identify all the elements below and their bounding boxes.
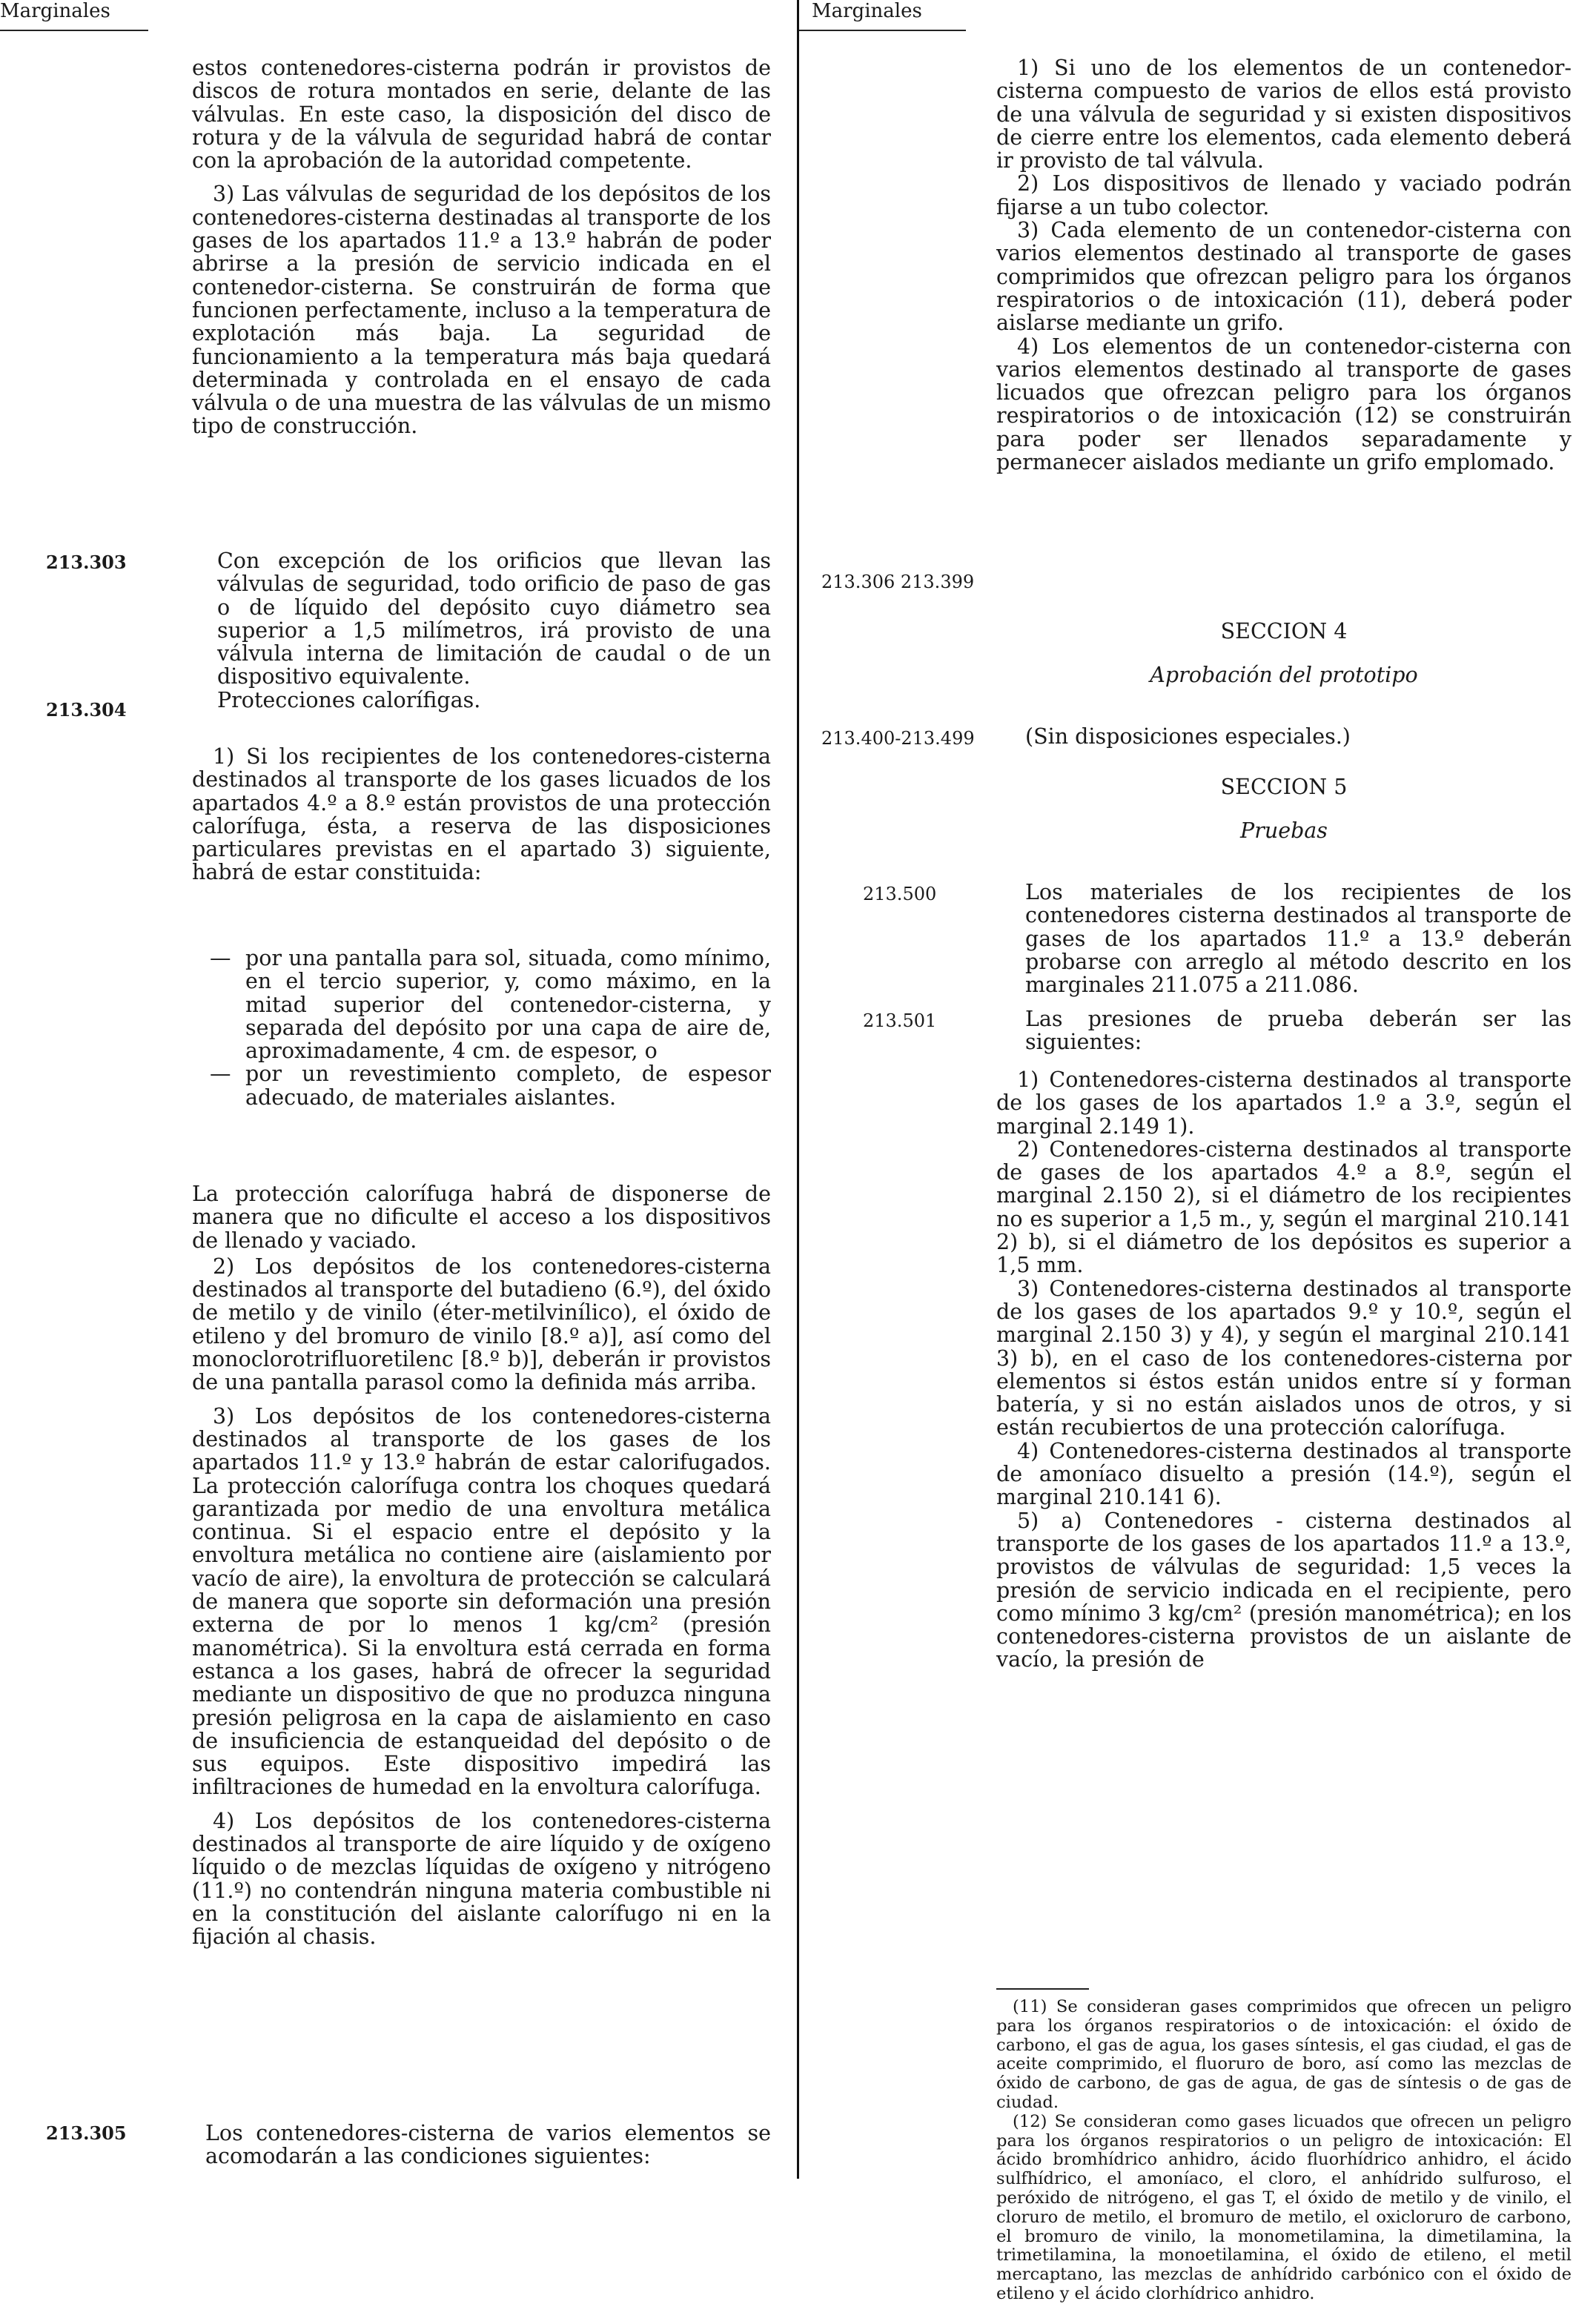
marginal-213-501: 213.501 <box>863 1010 937 1031</box>
paragraph-213-303: Con excepción de los orificios que llevan las válvulas de seguridad, todo orificio de paso de gas o de líquido del depósito cuyo diámetro sea superior a 1,5 milímetros, irá provisto de una válvula interna de limitación de caudal o de un dispositivo equivalente. <box>217 549 771 689</box>
footnote-11: (11) Se consideran gases comprimidos que ofrecen un peligro para los órganos respiratorios o de intoxicación: el óxido de carbono, el gas de agua, los gases síntesis, el gas ciudad, el gas de aceite comprimido, el fluoruro de boro, así como las mezclas de óxido de carbono, de gas de agua, de gas de síntesis o de gas de ciudad. <box>996 1997 1572 2112</box>
seccion-5-block <box>996 775 1572 843</box>
paragraph-304-1: 1) Si los recipientes de los contenedores-cisterna destinados al transporte de los gases licuados de los apartados 4.º a 8.º están provistos de una protección calorífuga, ésta, a reserva de las disposiciones particulares previstas en el apartado 3) siguiente, habrá de estar constituida: <box>192 744 771 885</box>
paragraph-213-501-block <box>1025 1007 1572 1054</box>
footnote-12: (12) Se consideran como gases licuados que ofrecen un peligro para los órganos respiratorios o un peligro de intoxicación: El ácido bromhídrico anhidro, ácido fluorhídrico anhidro, el ácido sulfhídrico, el amoníaco, el cloro, el anhídrido sulfuroso, el peróxido de nitrógeno, el gas T, el óxido de metilo y de vinilo, el cloruro de metilo, el bromuro de metilo, el oxicloruro de carbono, el bromuro de vinilo, la monometilamina, la dimetilamina, la trimetilamina, la monoetilamina, el óxido de etileno, el metil mercaptano, las mezclas de anhídrido carbónico con el óxido de etileno y el ácido clorhídrico anhidro. <box>996 2111 1572 2303</box>
presion-item-3: 3) Contenedores-cisterna destinados al transporte de los gases de los apartados 9.º y 10.º, según el marginal 2.150 3) y 4), y según el marginal 210.141 3) b), en el caso de los contenedores-cisterna por elementos si éstos están unidos entre sí y forman batería, y si no están aislados unos de otros, y si están recubiertos de una protección calorífuga. <box>996 1276 1572 1440</box>
paragraph-2: 2) Los depósitos de los contenedores-cisterna destinados al transporte del butadieno (6.º), del óxido de metilo y de vinilo (éter-metilvinílico), el óxido de etileno y del bromuro de vinilo [8.º a)], así como del monoclorotrifluoretilenc [8.º b)], deberán ir provistos de una pantalla parasol como la definida más arriba. <box>192 1254 771 1395</box>
marginales-header-right: Marginales <box>812 0 922 22</box>
seccion-4-heading: SECCION 4 <box>1220 619 1348 643</box>
marginal-213-305: 213.305 <box>46 2122 127 2144</box>
right-paragraph-2: 2) Los dispositivos de llenado y vaciado podrán fijarse a un tubo colector. <box>996 171 1572 219</box>
marginales-header-left: Marginales <box>0 0 110 22</box>
dash-list <box>210 947 771 1109</box>
seccion-4-block <box>996 620 1572 687</box>
paragraph-213-500-block <box>1025 881 1572 996</box>
seccion-5-heading: SECCION 5 <box>1220 775 1348 799</box>
header-rule-right <box>799 30 966 31</box>
marginal-213-500: 213.500 <box>863 884 937 904</box>
seccion-5-title: Pruebas <box>1240 818 1328 844</box>
seccion-4-title: Aprobación del prototipo <box>1150 663 1418 688</box>
marginal-213-306-399: 213.306 213.399 <box>821 572 975 592</box>
sin-disposiciones-block <box>1025 725 1572 748</box>
paragraph-proteccion: La protección calorífuga habrá de disponerse de manera que no dificulte el acceso a los dispositivos de llenado y vaciado. <box>192 1182 771 1253</box>
dash-item-1: — por una pantalla para sol, situada, como mínimo, en el tercio superior, y, como máximo, en la mitad superior del contenedor-cisterna, y separada del depósito por una capa de aire de, aproximadamente, 4 cm. de espesor, o <box>210 947 771 1062</box>
paragraph-4: 4) Los depósitos de los contenedores-cisterna destinados al transporte de aire líquido y de oxígeno líquido o de mezclas líquidas de oxígeno y nitrógeno (11.º) no contendrán ninguna materia combustible ni en la constitución del aislante calorífugo ni en la fijación al chasis. <box>192 1808 771 1950</box>
paragraph-213-500: Los materiales de los recipientes de los contenedores cisterna destinados al transporte de gases de los apartados 11.º a 13.º deberán probarse con arreglo al método descrito en los marginales 211.075 a 211.086. <box>1025 880 1572 998</box>
header-rule-left <box>0 30 148 31</box>
presion-item-1: 1) Contenedores-cisterna destinados al transporte de los gases de los apartados 1.º a 3.º, según el marginal 2.149 1). <box>996 1067 1572 1139</box>
left-text-block-305 <box>205 2122 771 2168</box>
heading-213-304: Protecciones caloríﬁgas. <box>217 687 481 712</box>
left-text-block-304 <box>192 745 771 884</box>
presion-item-4: 4) Contenedores-cisterna destinados al transporte de amoníaco disuelto a presión (14.º), según el marginal 210.141 6). <box>996 1438 1572 1510</box>
left-text-block-bottom <box>192 1182 771 1949</box>
left-text-block-top <box>192 56 771 438</box>
paragraph-3: 3) Las válvulas de seguridad de los depósitos de los contenedores-cisterna destinadas al transporte de los gases de los apartados 11.º a 13.º habrán de poder abrirse a la presión de servicio indicada en el contenedor-cisterna. Se construirán de forma que funcionen perfectamente, incluso a la temperatura de explotación más baja. La seguridad de funcionamiento a la temperatura más baja quedará determinada y controlada en el ensayo de cada válvula o de una muestra de las válvulas de un mismo tipo de construcción. <box>192 182 771 439</box>
paragraph-3b: 3) Los depósitos de los contenedores-cisterna destinados al transporte de los gases de los apartados 11.º y 13.º habrán de estar calorifugados. La protección calorífuga contra los choques quedará garantizada por medio de una envoltura metálica continua. Si el espacio entre el depósito y la envoltura metálica no contiene aire (aislamiento por vacío de aire), la envoltura de protección se calculará de manera que soporte sin deformación una presión externa de por lo menos 1 kg/cm² (presión manométrica). Si la envoltura está cerrada en forma estanca a los gases, habrá de ofrecer la seguridad mediante un dispositivo de que no produzca ninguna presión peligrosa en la capa de aislamiento en caso de insuficiencia de estanqueidad del depósito o de sus equipos. Este dispositivo impedirá las infiltraciones de humedad en la envoltura calorífuga. <box>192 1403 771 1800</box>
sin-disposiciones-text: (Sin disposiciones especiales.) <box>1025 724 1351 749</box>
column-divider <box>797 0 799 2179</box>
paragraph-213-305: Los contenedores-cisterna de varios elementos se acomodarán a las condiciones siguientes: <box>205 2121 771 2169</box>
presion-item-2: 2) Contenedores-cisterna destinados al transporte de gases de los apartados 4.º a 8.º, según el marginal 2.150 2), si el diámetro de los recipientes no es superior a 1,5 m., y, según el marginal 210.141 2) b), si el diámetro de los depósitos es superior a 1,5 mm. <box>996 1136 1572 1278</box>
dash-item-2: — por un revestimiento completo, de espesor adecuado, de materiales aislantes. <box>210 1062 771 1109</box>
footnote-rule <box>996 1988 1089 1990</box>
left-text-block-303 <box>217 549 771 712</box>
footnotes <box>996 1998 1572 2304</box>
paragraph-213-501: Las presiones de prueba deberán ser las siguientes: <box>1025 1007 1572 1055</box>
right-paragraph-3: 3) Cada elemento de un contenedor-cisterna con varios elementos destinado al transporte de gases comprimidos que ofrezcan peligro para los órganos respiratorios o de intoxicación (11), deberá poder aislarse mediante un grifo. <box>996 218 1572 336</box>
right-paragraph-4: 4) Los elementos de un contenedor-cisterna con varios elementos destinado al transporte de gases licuados que ofrezcan peligro para los órganos respiratorios o de intoxicación (12) se construirán para poder ser llenados separadamente y permanecer aislados mediante un grifo emplomado. <box>996 334 1572 475</box>
presiones-list <box>996 1068 1572 1672</box>
marginal-213-303: 213.303 <box>46 552 127 573</box>
right-text-block-top <box>996 56 1572 474</box>
right-paragraph-1: 1) Si uno de los elementos de un contenedor-cisterna compuesto de varios de ellos está provisto de una válvula de seguridad y si existen dispositivos de cierre entre los elementos, cada elemento deberá ir provisto de tal válvula. <box>996 56 1572 173</box>
paragraph-intro: estos contenedores-cisterna podrán ir provistos de discos de rotura montados en serie, delante de las válvulas. En este caso, la disposición del disco de rotura y de la válvula de seguridad habrá de contar con la aprobación de la autoridad competente. <box>192 56 771 173</box>
marginal-213-400-499: 213.400-213.499 <box>821 728 975 749</box>
marginal-213-304: 213.304 <box>46 699 127 721</box>
presion-item-5: 5) a) Contenedores - cisterna destinados al transporte de los gases de los apartados 11.º a 13.º, provistos de válvulas de seguridad: 1,5 veces la presión de servicio indicada en el recipiente, pero como mínimo 3 kg/cm² (presión manométrica); en los contenedores-cisterna provistos de un aislante de vacío, la presión de <box>996 1508 1572 1672</box>
